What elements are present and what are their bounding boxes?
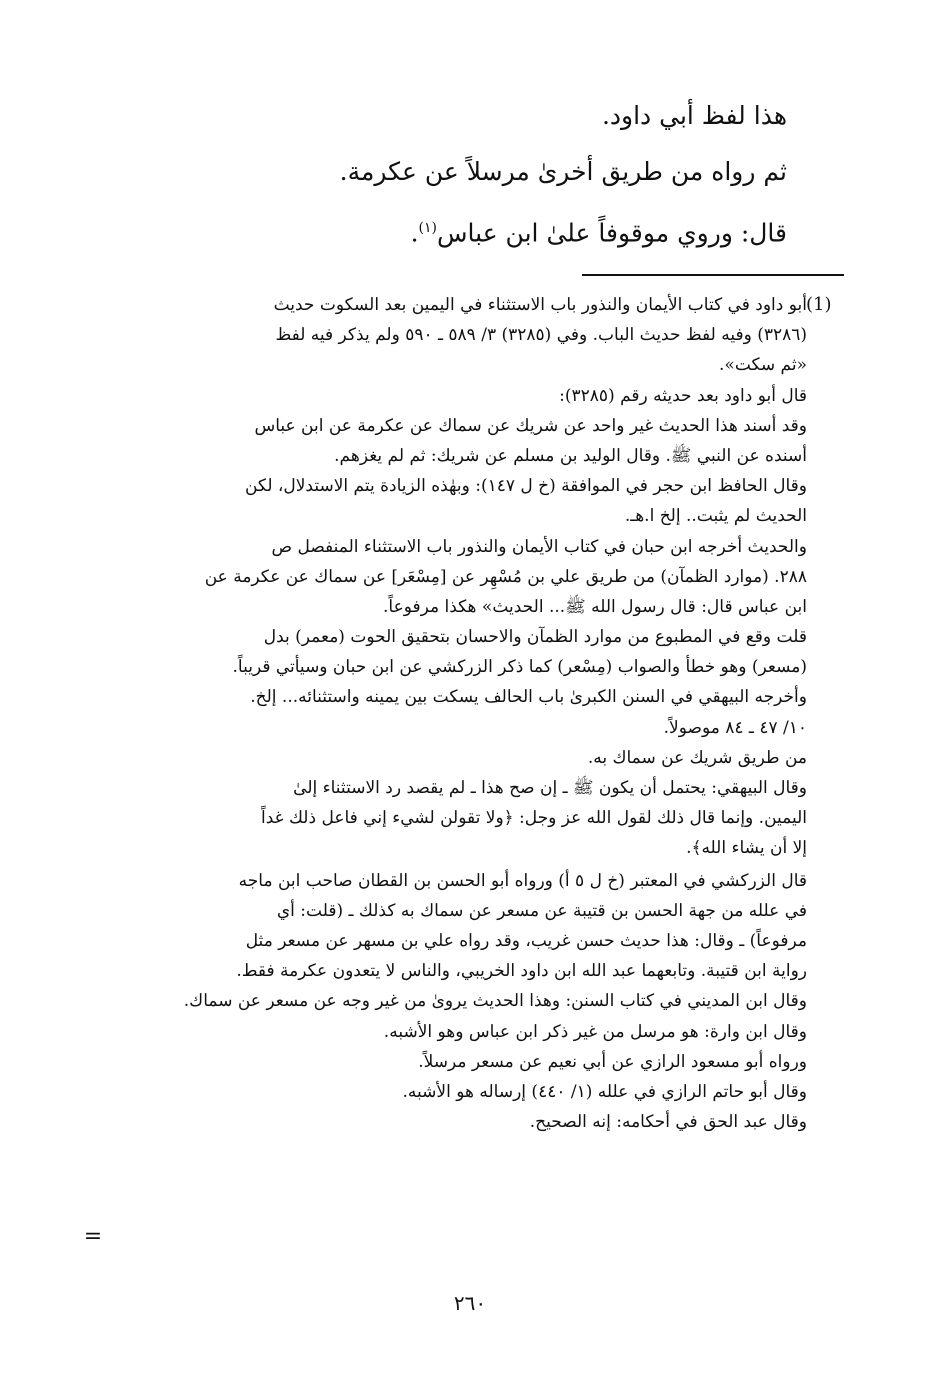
footnote-line: ٢٨٨. (موارد الظمآن) من طريق علي بن مُسْهِر عن [مِسْعَر] عن سماك عن عكرمة عن xyxy=(204,566,807,587)
footnote-line: ورواه أبو مسعود الرازي عن أبي نعيم عن مسعر مرسلاً. xyxy=(418,1051,807,1072)
footnote-line: ابن عباس قال: قال رسول الله ﷺ... الحديث» هكذا مرفوعاً. xyxy=(382,596,807,617)
footnote-line: قلت وقع في المطبوع من موارد الظمآن والاحسان بتحقيق الحوت (معمر) بدل xyxy=(263,627,807,648)
footnote-line: وقال عبد الحق في أحكامه: إنه الصحيح. xyxy=(529,1112,807,1133)
continuation-mark: = xyxy=(83,1224,103,1249)
main-text-line: ثم رواه من طريق أخرىٰ مرسلاً عن عكرمة. xyxy=(339,157,787,186)
footnote-line: قال الزركشي في المعتبر (خ ل ٥ أ) ورواه أبو الحسن بن القطان صاحب ابن ماجه xyxy=(238,870,807,891)
footnote-line: اليمين. وإنما قال ذلك لقول الله عز وجل: ﴿ولا تقولن لشيء إني فاعل ذلك غداً xyxy=(261,808,807,829)
footnote-line: أبو داود في كتاب الأيمان والنذور باب الاستثناء في اليمين بعد السكوت حديث xyxy=(273,295,807,315)
main-text-line xyxy=(90,200,787,256)
footnote-line: والحديث أخرجه ابن حبان في كتاب الأيمان والنذور باب الاستثناء المنفصل ص xyxy=(271,536,807,557)
footnote-number: (1) xyxy=(806,294,832,315)
main-text xyxy=(90,88,787,256)
footnote-line: رواية ابن قتيبة. وتابعهما عبد الله ابن داود الخريبي، والناس لا يتعدون عكرمة فقط. xyxy=(236,961,807,982)
footnote-line: وقال أبو حاتم الرازي في علله (١/ ٤٤٠) إرساله هو الأشبه. xyxy=(402,1081,807,1102)
footnote-line: قال أبو داود بعد حديثه رقم (٣٢٨٥): xyxy=(559,385,807,406)
main-text-line-end: . xyxy=(410,218,419,248)
footnote-reference: (١) xyxy=(418,220,438,236)
footnote-line: وقد أسند هذا الحديث غير واحد عن شريك عن سماك عن عكرمة عن ابن عباس xyxy=(254,415,807,436)
footnote-line: وقال الحافظ ابن حجر في الموافقة (خ ل ١٤٧): وبهٰذه الزيادة يتم الاستدلال، لكن xyxy=(244,476,807,497)
footnote-separator xyxy=(582,274,844,276)
footnote-line: وقال ابن وارة: هو مرسل من غير ذكر ابن عباس وهو الأشبه. xyxy=(383,1021,807,1042)
footnote-text xyxy=(90,290,807,1137)
main-text-line: هذا لفظ أبي داود. xyxy=(601,101,787,130)
footnote-line: أسنده عن النبي ﷺ. وقال الوليد بن مسلم عن شريك: ثم لم يغزهم. xyxy=(334,445,807,466)
page-number: ٢٦٠ xyxy=(453,1291,487,1315)
footnote-line: (٣٢٨٦) وفيه لفظ حديث الباب. وفي (٣٢٨٥) ٣/ ٥٨٩ ـ ٥٩٠ ولم يذكر فيه لفظ xyxy=(275,325,807,346)
footnote-line: من طريق شريك عن سماك به. xyxy=(587,747,807,768)
footnote-line: ١٠/ ٤٧ ـ ٨٤ موصولاً. xyxy=(663,717,807,738)
footnote-line: الحديث لم يثبت.. إلخ ا.هـ. xyxy=(624,506,807,527)
footnote-line: مرفوعاً) ـ وقال: هذا حديث حسن غريب، وقد رواه علي بن مسهر عن مسعر مثل xyxy=(245,930,807,951)
main-text-line-content: قال: وروي موقوفاً علىٰ ابن عباس xyxy=(437,218,787,248)
footnote-line: في علله من جهة الحسن بن قتيبة عن مسعر عن سماك به كذلك ـ (قلت: أي xyxy=(276,900,807,921)
footnote-line: «ثم سكت». xyxy=(719,355,807,376)
footnote-line: وقال البيهقي: يحتمل أن يكون ﷺ ـ إن صح هذا ـ لم يقصد رد الاستثناء إلىٰ xyxy=(293,778,807,798)
footnote-line: وأخرجه البيهقي في السنن الكبرىٰ باب الحالف يسكت بين يمينه واستثنائه... إلخ. xyxy=(250,687,807,708)
footnote-line: (مسعر) وهو خطأ والصواب (مِسْعر) كما ذكر الزركشي عن ابن حبان وسيأتي قريباً. xyxy=(232,657,807,678)
footnote-line: إلا أن يشاء الله﴾. xyxy=(686,838,807,859)
footnote-line: وقال ابن المديني في كتاب السنن: وهذا الحديث يروىٰ من غير وجه عن مسعر عن سماك. xyxy=(183,991,807,1012)
